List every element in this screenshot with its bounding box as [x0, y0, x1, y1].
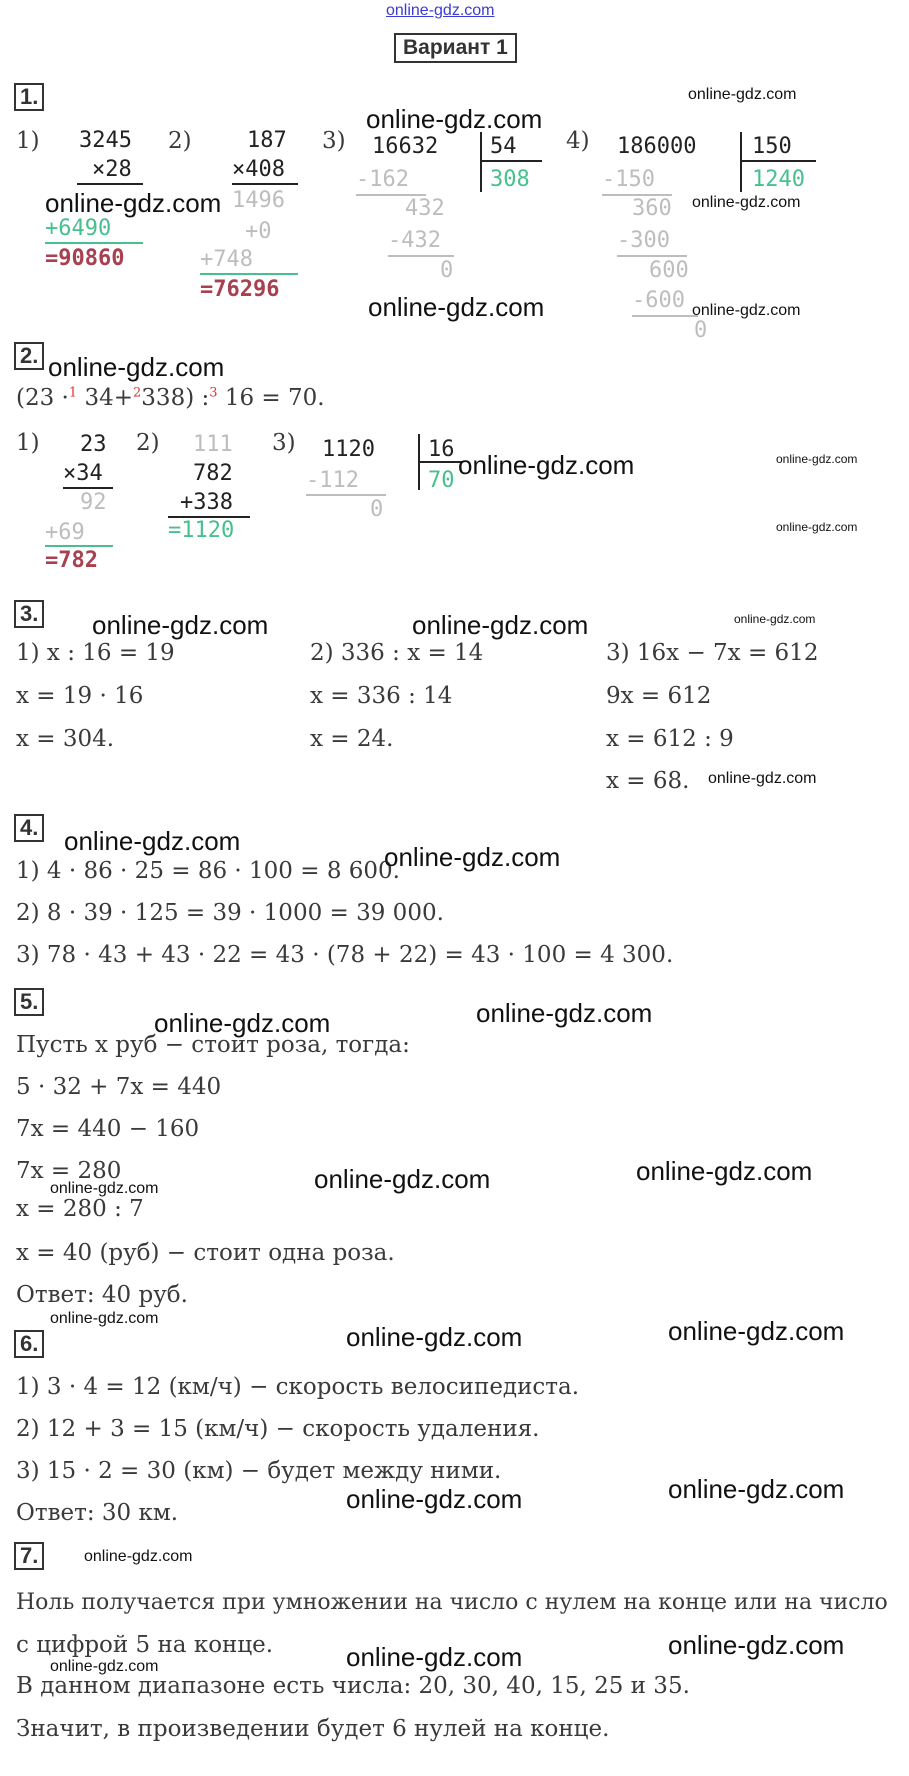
watermark: online-gdz.com [692, 194, 801, 211]
site-link[interactable]: online-gdz.com [386, 2, 495, 19]
t1-p3-r2: 0 [440, 258, 454, 283]
t2-expr-c: 338) : [141, 385, 210, 411]
t7-line-1: Ноль получается при умножении на число с нулем на конце или на число [16, 1590, 888, 1615]
t2-p2-a: 782 [193, 461, 233, 486]
task-number-2: 2. [14, 342, 44, 370]
t1-p4-s3: -600 [632, 288, 685, 313]
watermark: online-gdz.com [314, 1164, 491, 1194]
t2-p1-rule [63, 487, 113, 489]
t4-line-2: 2) 8 · 39 · 125 = 39 · 1000 = 39 000. [16, 900, 444, 926]
t1-p2-rule2 [200, 273, 298, 275]
watermark: online-gdz.com [48, 352, 225, 382]
t2-p2-b: +338 [180, 490, 233, 515]
t1-p4-s1: -150 [602, 167, 655, 192]
t2-order-1: 1 [68, 385, 78, 401]
watermark: online-gdz.com [154, 1008, 331, 1038]
t1-p2-rule [232, 183, 298, 185]
watermark: online-gdz.com [692, 302, 801, 319]
watermark: online-gdz.com [346, 1642, 523, 1672]
t2-p1-res: =782 [45, 548, 98, 573]
t1-p1-b: ×28 [92, 157, 132, 182]
t2-p2-label: 2) [136, 430, 160, 456]
watermark: online-gdz.com [776, 452, 858, 466]
t3-c1-l1: 1) x : 16 = 19 [16, 640, 175, 666]
t1-p4-rule3 [632, 315, 698, 317]
t3-c2-l3: x = 24. [310, 726, 394, 752]
t2-p2-res: =1120 [168, 518, 235, 543]
t2-p1-c: 92 [80, 490, 107, 515]
task-number-1: 1. [14, 83, 44, 111]
t3-c3-l2: 9x = 612 [606, 683, 712, 709]
t1-p1-res: =90860 [45, 246, 125, 271]
variant-title: Вариант 1 [394, 33, 517, 63]
watermark: online-gdz.com [668, 1474, 845, 1504]
watermark: online-gdz.com [708, 770, 817, 787]
t1-p4-hrule [740, 160, 816, 162]
t2-order-3: 3 [209, 385, 218, 401]
watermark: online-gdz.com [668, 1630, 845, 1660]
watermark: online-gdz.com [45, 188, 222, 218]
t1-p3-s2: -432 [388, 228, 441, 253]
t1-p2-a: 187 [247, 128, 287, 153]
t2-p3-div: 16 [428, 437, 455, 462]
t3-c2-l1: 2) 336 : x = 14 [310, 640, 484, 666]
t1-p3-hrule [480, 160, 542, 162]
t2-p1-b: ×34 [63, 461, 103, 486]
t2-order-2: 2 [133, 385, 142, 401]
watermark: online-gdz.com [64, 826, 241, 856]
t5-line-3: 7x = 440 − 160 [16, 1116, 200, 1142]
t6-line-3: 3) 15 · 2 = 30 (км) − будет между ними. [16, 1458, 502, 1484]
watermark: online-gdz.com [458, 450, 635, 480]
t1-p2-c: 1496 [232, 188, 285, 213]
t3-c3-l1: 3) 16x − 7x = 612 [606, 640, 819, 666]
watermark: online-gdz.com [84, 1548, 193, 1565]
t4-line-1: 1) 4 · 86 · 25 = 86 · 100 = 8 600. [16, 858, 400, 884]
t3-c3-l3: x = 612 : 9 [606, 726, 734, 752]
t2-p1-d: +69 [45, 520, 85, 545]
t2-p1-a: 23 [80, 432, 107, 457]
t2-p3-s1: -112 [306, 468, 359, 493]
t2-p3-label: 3) [272, 430, 296, 456]
watermark: online-gdz.com [368, 292, 545, 322]
t6-answer: Ответ: 30 км. [16, 1500, 179, 1526]
watermark: online-gdz.com [688, 86, 797, 103]
t6-line-1: 1) 3 · 4 = 12 (км/ч) − скорость велосипедиста. [16, 1374, 580, 1400]
t1-p4-div: 150 [752, 134, 792, 159]
watermark: online-gdz.com [734, 612, 816, 626]
t5-line-1: Пусть x руб − стоит роза, тогда: [16, 1032, 410, 1058]
t5-line-4: 7x = 280 [16, 1158, 122, 1184]
t2-expr-a: (23 · [16, 385, 69, 411]
t2-p3-rule1 [306, 494, 386, 496]
t1-p1-a: 3245 [79, 128, 132, 153]
watermark: online-gdz.com [668, 1316, 845, 1346]
t1-p4-s2: -300 [617, 228, 670, 253]
t1-p3-s1: -162 [356, 167, 409, 192]
t3-c1-l2: x = 19 · 16 [16, 683, 144, 709]
t5-answer: Ответ: 40 руб. [16, 1282, 188, 1308]
t1-p2-label: 2) [168, 128, 192, 154]
t7-line-3: В данном диапазоне есть числа: 20, 30, 40, 15, 25 и 35. [16, 1673, 690, 1699]
t2-p2-carry: 111 [193, 432, 233, 457]
watermark: online-gdz.com [346, 1322, 523, 1352]
watermark: online-gdz.com [366, 104, 543, 134]
t1-p3-a: 16632 [372, 134, 439, 159]
watermark: online-gdz.com [412, 610, 589, 640]
t2-p3-r1: 0 [370, 497, 384, 522]
t2-p3-a: 1120 [322, 437, 375, 462]
watermark: online-gdz.com [50, 1180, 159, 1197]
t1-p1-rule2 [45, 242, 143, 244]
task-number-3: 3. [14, 600, 44, 628]
t2-p1-rule2 [45, 545, 113, 547]
t1-p2-res: =76296 [200, 277, 280, 302]
t4-line-3: 3) 78 · 43 + 43 · 22 = 43 · (78 + 22) = 43 · 100 = 4 300. [16, 942, 674, 968]
watermark: online-gdz.com [92, 610, 269, 640]
t5-line-5: x = 280 : 7 [16, 1196, 144, 1222]
t3-c3-l4: x = 68. [606, 768, 690, 794]
t3-c2-l2: x = 336 : 14 [310, 683, 453, 709]
t6-line-2: 2) 12 + 3 = 15 (км/ч) − скорость удаления. [16, 1416, 540, 1442]
t5-line-6: x = 40 (руб) − стоит одна роза. [16, 1240, 395, 1266]
t1-p1-label: 1) [16, 128, 40, 154]
task-number-5: 5. [14, 988, 44, 1016]
t1-p4-rule2 [617, 255, 687, 257]
t2-expr-d: 16 = 70. [217, 385, 325, 411]
t1-p4-r2: 600 [649, 258, 689, 283]
t1-p3-q: 308 [490, 167, 530, 192]
watermark: online-gdz.com [776, 520, 858, 534]
t1-p4-q: 1240 [752, 167, 805, 192]
task-number-7: 7. [14, 1542, 44, 1570]
t1-p4-a: 186000 [617, 134, 697, 159]
t1-p3-vrule [480, 132, 482, 192]
watermark: online-gdz.com [636, 1156, 813, 1186]
t3-c1-l3: x = 304. [16, 726, 115, 752]
t5-line-2: 5 · 32 + 7x = 440 [16, 1074, 222, 1100]
task-number-4: 4. [14, 814, 44, 842]
t2-expression [16, 385, 325, 411]
task-number-6: 6. [14, 1330, 44, 1358]
watermark: online-gdz.com [50, 1658, 159, 1675]
watermark: online-gdz.com [476, 998, 653, 1028]
t1-p2-b: ×408 [232, 157, 285, 182]
t1-p4-vrule [740, 132, 742, 192]
t1-p1-c: +6490 [45, 216, 112, 241]
t1-p3-r1: 432 [405, 196, 445, 221]
watermark: online-gdz.com [346, 1484, 523, 1514]
watermark: online-gdz.com [50, 1310, 159, 1327]
t1-p2-e: +748 [200, 247, 253, 272]
t1-p3-label: 3) [322, 128, 346, 154]
t1-p1-rule [77, 183, 143, 185]
t7-line-2: с цифрой 5 на конце. [16, 1632, 274, 1658]
t1-p4-r1: 360 [632, 196, 672, 221]
t1-p4-label: 4) [566, 128, 590, 154]
t1-p2-d: +0 [245, 219, 272, 244]
watermark: online-gdz.com [384, 842, 561, 872]
t2-expr-b: 34+ [77, 385, 134, 411]
t2-p1-label: 1) [16, 430, 40, 456]
t1-p3-rule2 [388, 255, 454, 257]
t2-p3-q: 70 [428, 468, 455, 493]
t1-p4-r3: 0 [694, 318, 708, 343]
t1-p3-div: 54 [490, 134, 517, 159]
t7-line-4: Значит, в произведении будет 6 нулей на конце. [16, 1716, 610, 1742]
